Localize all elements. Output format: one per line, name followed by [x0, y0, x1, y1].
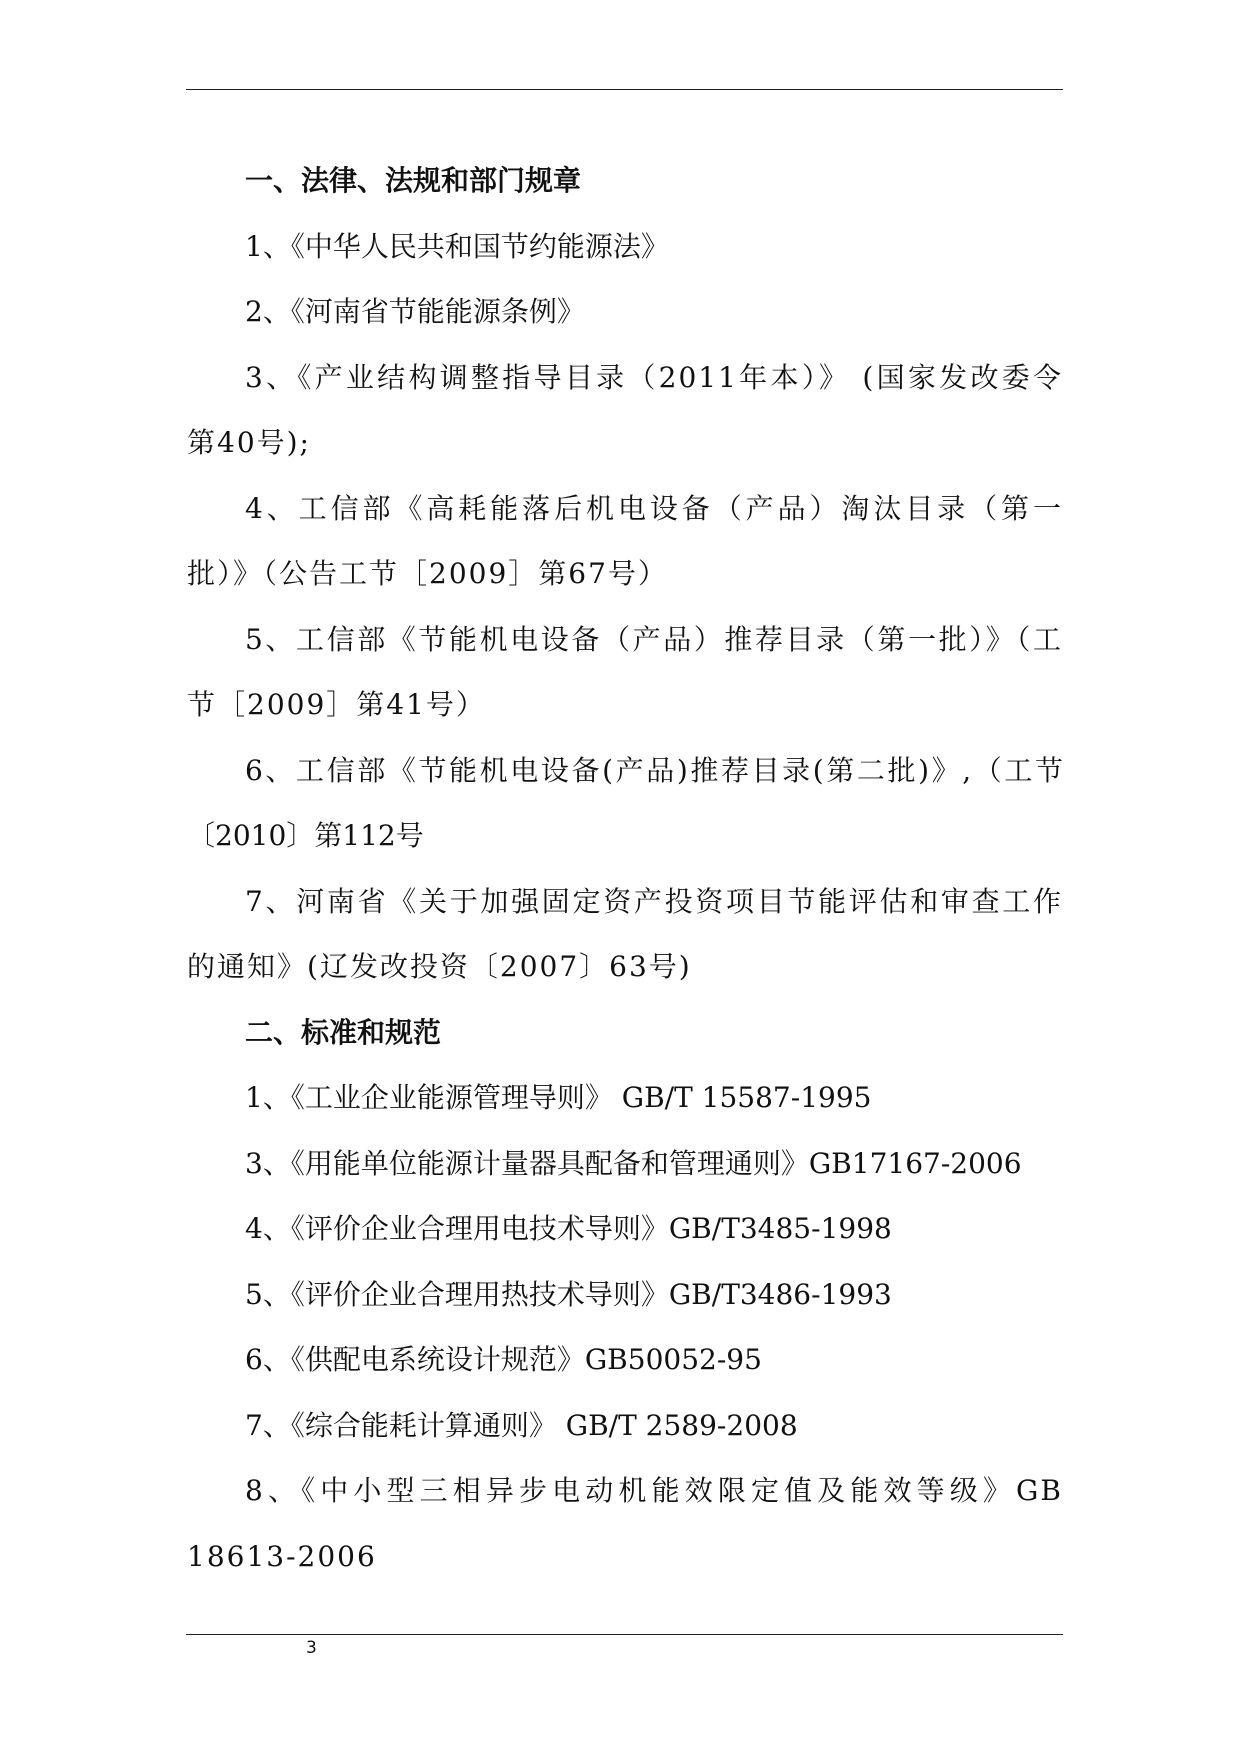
standard-item-3: 3、《用能单位能源计量器具配备和管理通则》GB17167-2006: [245, 1146, 1022, 1180]
standard-item-8: 8、《中小型三相异步电动机能效限定值及能效等级》GB 18613-2006: [187, 1474, 1063, 1573]
header-rule: [186, 89, 1063, 90]
law-item-7: 7、河南省《关于加强固定资产投资项目节能评估和审查工作的通知》(辽发改投资〔2007〕63号): [187, 884, 1063, 983]
law-item-3: 3、《产业结构调整指导目录（2011年本）》 (国家发改委令 第40号);: [187, 360, 1063, 459]
section-heading-laws: 一、法律、法规和部门规章: [245, 164, 582, 197]
law-item-6: 6、工信部《节能机电设备(产品)推荐目录(第二批)》,（工节〔2010〕第112号: [187, 753, 1063, 852]
law-item-4: 4、工信部《高耗能落后机电设备（产品）淘汰目录（第一批）》（公告工节［2009］第67号）: [187, 491, 1063, 590]
standard-item-1: 1、《工业企业能源管理导则》 GB/T 15587-1995: [245, 1081, 872, 1114]
standard-item-6: 6、《供配电系统设计规范》GB50052-95: [245, 1343, 762, 1376]
footer-rule: [186, 1634, 1063, 1635]
law-item-5: 5、工信部《节能机电设备（产品）推荐目录（第一批）》（工节［2009］第41号）: [187, 622, 1063, 721]
standard-item-5: 5、《评价企业合理用热技术导则》GB/T3486-1993: [245, 1277, 892, 1311]
law-item-1: 1、《中华人民共和国节约能源法》: [245, 229, 669, 263]
law-item-2: 2、《河南省节能能源条例》: [245, 295, 585, 328]
page-number: 3: [306, 1638, 317, 1658]
section-heading-standards: 二、标准和规范: [245, 1015, 442, 1049]
standard-item-7: 7、《综合能耗计算通则》 GB/T 2589-2008: [245, 1408, 798, 1442]
document-body: [187, 148, 1063, 1589]
standard-item-4: 4、《评价企业合理用电技术导则》GB/T3485-1998: [245, 1212, 892, 1245]
